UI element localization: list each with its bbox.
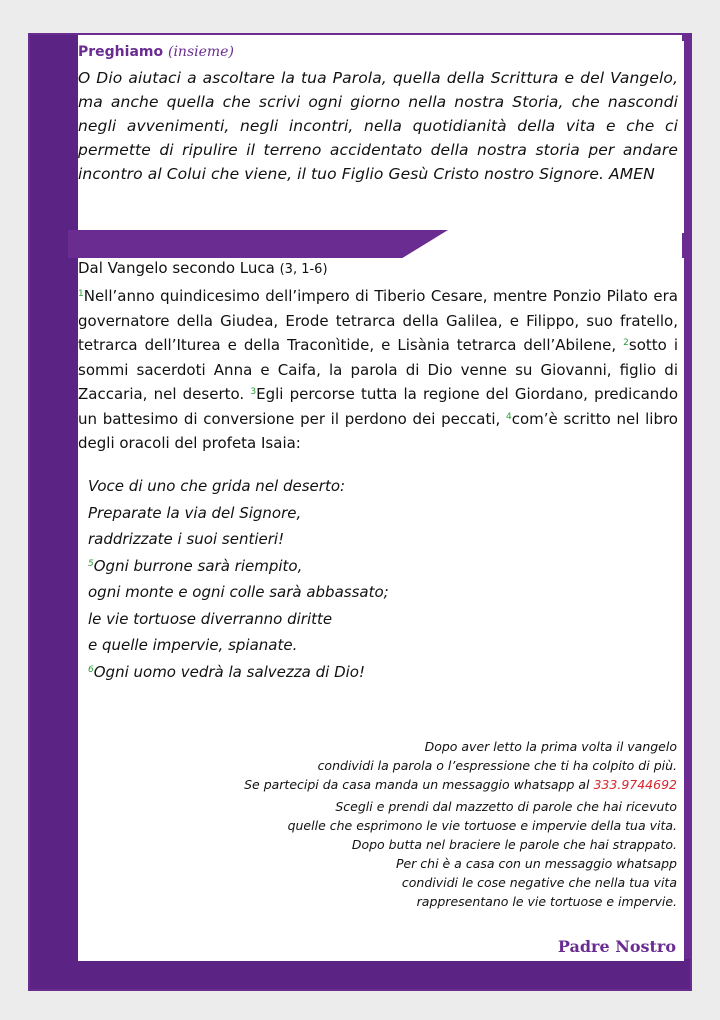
verse-number: 4 [506, 411, 512, 422]
quote-line: $^5$Ogni burrone sarà riempito, [88, 556, 303, 575]
prayer-title: Preghiamo (insieme) [78, 44, 234, 60]
prophecy-quote [88, 473, 648, 685]
quote-line: raddrizzate i suoi sentieri! [88, 530, 285, 548]
verse-text: Egli percorse tutta la regione del Giordano, predicando un battesimo di conversione per il perdono dei peccati, [78, 385, 678, 428]
quote-line: Preparate la via del Signore, [88, 503, 302, 522]
verse-number: 2 [623, 338, 629, 348]
quote-line: e quelle impervie, spianate. [88, 636, 298, 654]
verse-text: Nell’anno quindicesimo dell’impero di Tiberio Cesare, mentre Ponzio Pilato era governatore della Giudea, Erode tetrarca della Galilea, e Filippo, suo fratello, tetrarca dell’Iturea e della Traconìtide, e Lisània tetrarca dell’Abilene, [78, 287, 678, 354]
prayer-subtitle: (insieme) [167, 44, 234, 60]
gospel-title: Dal Vangelo secondo Luca (3, 1-6) [78, 259, 328, 277]
left-purple-bar [30, 35, 78, 991]
gospel-reference: (3, 1-6) [279, 262, 328, 277]
gospel-text [78, 284, 678, 456]
section-ribbon [68, 230, 448, 258]
quote-line: Voce di uno che grida nel deserto: [88, 477, 346, 495]
verse-number: 3 [250, 387, 257, 397]
verse-text: sotto i sommi sacerdoti Anna e Caifa, la parola di Dio venne su Giovanni, figlio di Zaccaria, nel deserto. [78, 336, 678, 403]
prayer-text: O Dio aiutaci a ascoltare la tua Parola, quella della Scrittura e del Vangelo, ma anche quella che scrivi ogni giorno nella nostra Storia, che nascondi negli avvenimenti, negli incontri, nella quotidianità della vita e che ci permette di ripulire il terreno accidentato della nostra storia per andare incontro al Colui che viene, il tuo Figlio Gesù Cristo nostro Signore. AMEN [78, 69, 678, 183]
verse-text: com’è scritto nel libro degli oracoli del profeta Isaia: [78, 409, 678, 452]
quote-line: $^6$Ogni uomo vedrà la salvezza di Dio! [88, 662, 365, 681]
instructions-activity: Scegli e prendi dal mazzetto di parole che hai ricevuto quelle che esprimono le vie tortuose e impervie della tua vita. Dopo butta nel braciere le parole che hai strappato. Per chi è a casa con un messaggio whatsapp condividi le cose negative che nella tua vita rappresentano le vie tortuose e impervie. [287, 799, 677, 909]
quote-line: le vie tortuose diverranno diritte [88, 609, 333, 628]
instructions-share: Dopo aver letto la prima volta il vangelo condividi la parola o l’espressione che ti ha colpito di più. Se partecipi da casa manda un messaggio whatsapp al 333.9744692 [244, 739, 677, 792]
whatsapp-number: 333.9744692 [593, 777, 677, 792]
quote-line: ogni monte e ogni colle sarà abbassato; [88, 583, 389, 601]
bottom-purple-bar [30, 959, 692, 989]
verse-number: 1 [78, 289, 84, 299]
closing-prayer-title: Padre Nostro [557, 937, 676, 956]
